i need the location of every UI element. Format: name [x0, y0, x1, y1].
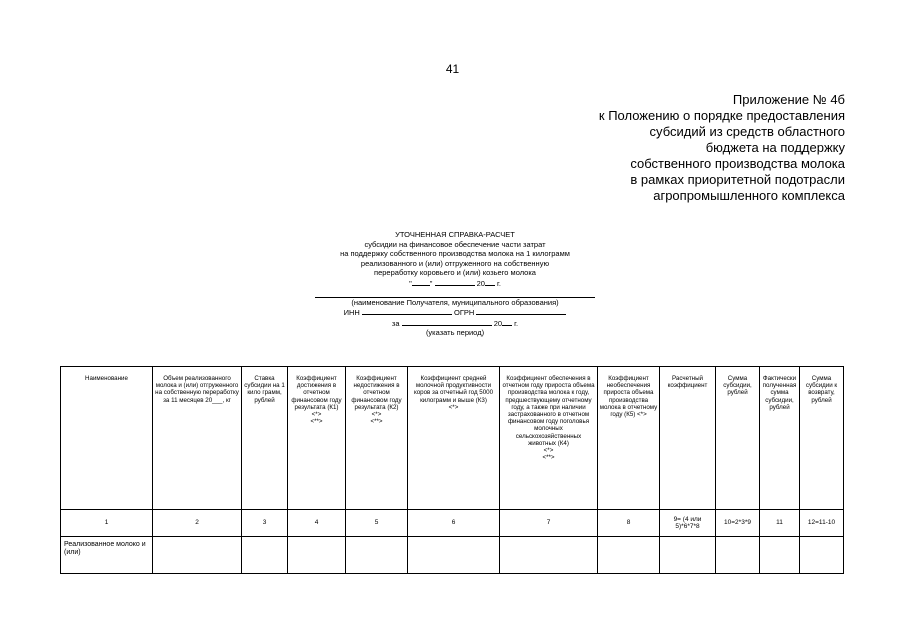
recipient-caption: (наименование Получателя, муниципального образования) — [351, 297, 559, 307]
column-number-cell: 9= (4 или 5)*6*7*8 — [660, 510, 716, 537]
row-label-cell: Реализованное молоко и (или) — [61, 537, 153, 574]
period-blank[interactable] — [402, 318, 492, 326]
form-subtitle-line: на поддержку собственного производства молока на 1 килограмм — [340, 249, 570, 259]
data-cell[interactable] — [288, 537, 346, 574]
data-cell[interactable] — [242, 537, 288, 574]
data-cell[interactable] — [660, 537, 716, 574]
data-cell[interactable] — [153, 537, 242, 574]
column-number-cell: 10=2*3*9 — [716, 510, 760, 537]
date-year-suffix: г. — [497, 278, 501, 288]
table-header-cell: Сумма субсидии, рублей — [716, 367, 760, 510]
date-month-blank[interactable] — [435, 278, 475, 286]
column-number-cell: 6 — [408, 510, 500, 537]
calculation-table — [60, 366, 844, 574]
period-line — [260, 318, 650, 329]
inn-label: ИНН — [343, 308, 360, 318]
table-header-row — [61, 367, 844, 510]
table-header-cell: Объем реализованного молока и (или) отгруженного на собственную переработку за 11 месяцев 20___, кг — [153, 367, 242, 510]
data-cell[interactable] — [598, 537, 660, 574]
appendix-heading — [599, 92, 845, 204]
appendix-line: бюджета на поддержку — [705, 140, 845, 155]
table-header-cell: Наименование — [61, 367, 153, 510]
data-cell[interactable] — [760, 537, 800, 574]
period-year-prefix: 20 — [493, 318, 503, 328]
page-number: 41 — [445, 62, 460, 76]
column-number-cell: 2 — [153, 510, 242, 537]
date-quote-open: " — [409, 278, 412, 288]
column-number-cell: 12=11-10 — [800, 510, 844, 537]
form-subtitle-line: переработку коровьего и (или) козьего молока — [374, 268, 536, 278]
appendix-line: Приложение № 4б — [732, 92, 845, 107]
form-subtitle-line: реализованного и (или) отгруженного на собственную — [360, 258, 550, 268]
appendix-line: в рамках приоритетной подотрасли — [630, 172, 845, 187]
table-header-cell: Фактически полученная сумма субсидии, рублей — [760, 367, 800, 510]
table-header-cell: Коэффициент необеспечения прироста объема производства молока в отчетному году (К5) <*> — [598, 367, 660, 510]
recipient-name-blank[interactable] — [315, 291, 595, 298]
date-year-blank[interactable] — [485, 278, 495, 286]
table-header-cell: Коэффициент недостижения в отчетном финансовом году результата (К2) <*> <**> — [346, 367, 408, 510]
data-cell[interactable] — [716, 537, 760, 574]
inn-ogrn-line — [260, 307, 650, 318]
inn-blank[interactable] — [362, 307, 452, 315]
table-header-cell: Коэффициент средней молочной продуктивности коров за отчетный год 5000 килограмм и выше (К3) <*> — [408, 367, 500, 510]
data-cell[interactable] — [346, 537, 408, 574]
column-number-cell: 4 — [288, 510, 346, 537]
data-cell[interactable] — [500, 537, 598, 574]
column-number-cell: 3 — [242, 510, 288, 537]
table-header-cell: Коэффициент достижения в отчетном финансовом году результата (К1) <*> <**> — [288, 367, 346, 510]
column-number-cell: 8 — [598, 510, 660, 537]
column-number-cell: 7 — [500, 510, 598, 537]
column-number-cell: 1 — [61, 510, 153, 537]
date-quote-close: " — [429, 278, 433, 288]
table-row — [61, 537, 844, 574]
period-year-blank[interactable] — [502, 318, 512, 326]
appendix-line: агропромышленного комплекса — [653, 188, 845, 203]
date-line[interactable] — [260, 278, 650, 289]
table-header-cell: Расчетный коэффициент — [660, 367, 716, 510]
data-cell[interactable] — [800, 537, 844, 574]
table-header-cell: Сумма субсидии к возврату, рублей — [800, 367, 844, 510]
column-number-cell: 11 — [760, 510, 800, 537]
form-subtitle-line: субсидии на финансовое обеспечение части затрат — [364, 239, 546, 249]
column-number-cell: 5 — [346, 510, 408, 537]
date-year-prefix: 20 — [476, 278, 485, 288]
data-cell[interactable] — [408, 537, 500, 574]
appendix-line: собственного производства молока — [630, 156, 845, 171]
table-header-cell: Ставка субсидии на 1 кило грамм, рублей — [242, 367, 288, 510]
form-title-block — [260, 230, 650, 338]
period-caption: (указать период) — [425, 328, 485, 338]
appendix-line: субсидий из средств областного — [649, 124, 845, 139]
table-column-numbers-row — [61, 510, 844, 537]
appendix-line: к Положению о порядке предоставления — [598, 108, 845, 123]
table-header-cell: Коэффициент обеспечения в отчетном году прироста объема производства молока к году, предшествующему отчетному году, а также при наличии застрахованного в отчетном финансовом году поголовья молочных сельскохозяйственных животных (К4) <*> <**> — [500, 367, 598, 510]
ogrn-label: ОГРН — [454, 308, 475, 318]
period-year-suffix: г. — [514, 318, 519, 328]
period-prefix: за — [391, 318, 400, 328]
form-title: УТОЧНЕННАЯ СПРАВКА-РАСЧЕТ — [395, 230, 515, 239]
ogrn-blank[interactable] — [476, 307, 566, 315]
date-day-blank[interactable] — [412, 278, 430, 286]
